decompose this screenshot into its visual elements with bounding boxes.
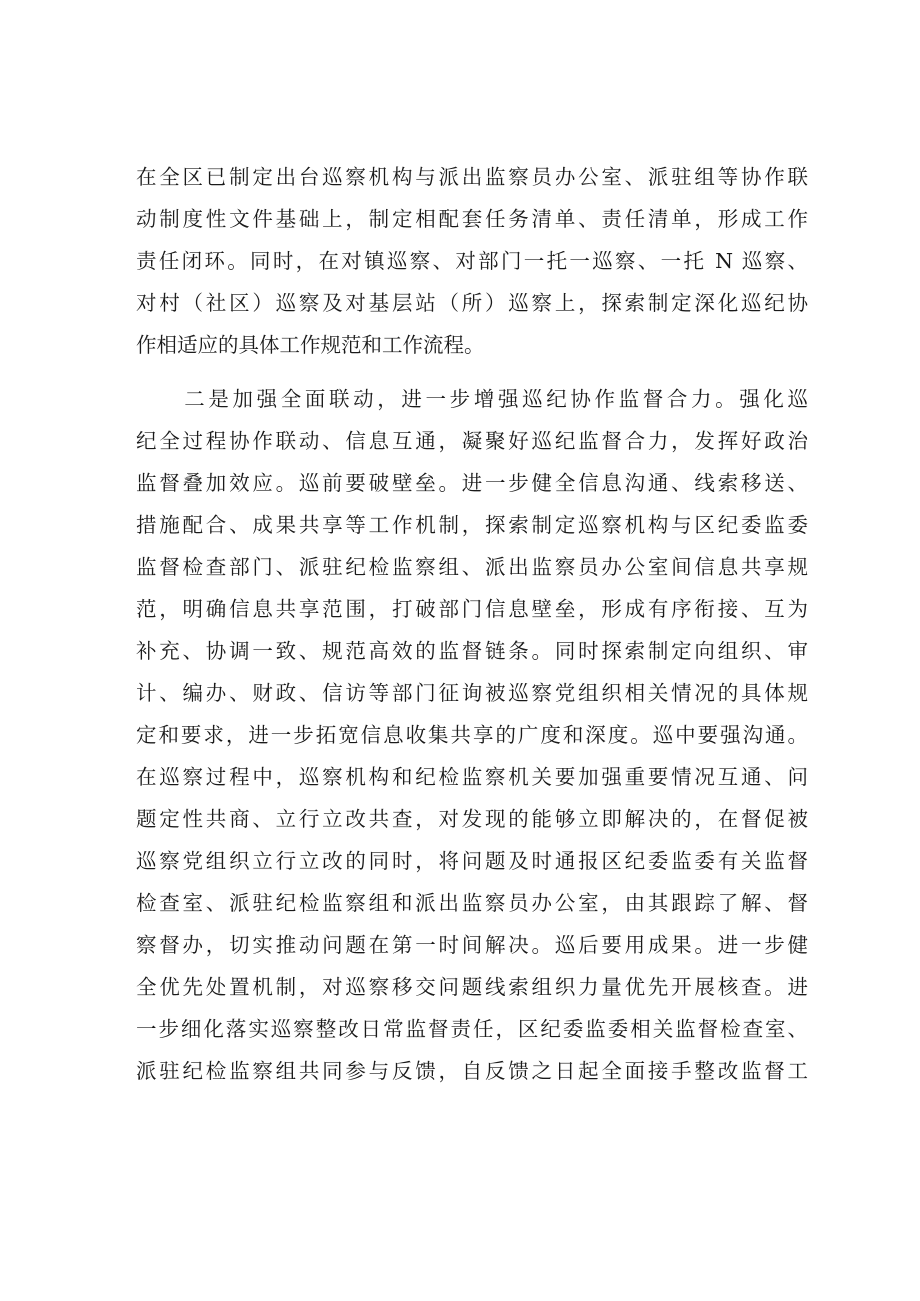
paragraph-2: [136, 378, 808, 1092]
text-line: 责任闭环。同时，在对镇巡察、对部门一托一巡察、一托 N 巡察、: [136, 249, 808, 273]
paragraph-1: [136, 156, 808, 366]
text-line: 在巡察过程中，巡察机构和纪检监察机关要加强重要情况互通、问: [136, 765, 808, 789]
text-line: 监督叠加效应。巡前要破壁垒。进一步健全信息沟通、线索移送、: [136, 471, 808, 495]
text-line: 对村（社区）巡察及对基层站（所）巡察上，探索制定深化巡纪协: [136, 291, 808, 315]
text-line: 纪全过程协作联动、信息互通，凝聚好巡纪监督合力，发挥好政治: [136, 429, 808, 453]
text-line: 检查室、派驻纪检监察组和派出监察员办公室，由其跟踪了解、督: [136, 891, 808, 915]
text-line: 定和要求，进一步拓宽信息收集共享的广度和深度。巡中要强沟通。: [136, 723, 808, 747]
text-line: 察督办，切实推动问题在第一时间解决。巡后要用成果。进一步健: [136, 933, 808, 957]
text-line: 计、编办、财政、信访等部门征询被巡察党组织相关情况的具体规: [136, 681, 808, 705]
text-line: 范，明确信息共享范围，打破部门信息壁垒，形成有序衔接、互为: [136, 597, 808, 621]
text-line: 派驻纪检监察组共同参与反馈，自反馈之日起全面接手整改监督工: [136, 1059, 808, 1083]
text-line: 一步细化落实巡察整改日常监督责任，区纪委监委相关监督检查室、: [136, 1017, 808, 1041]
text-line: 补充、协调一致、规范高效的监督链条。同时探索制定向组织、审: [136, 639, 808, 663]
text-line: 作相适应的具体工作规范和工作流程。: [136, 333, 485, 357]
paragraph-spacer: [136, 366, 808, 378]
text-line: 监督检查部门、派驻纪检监察组、派出监察员办公室间信息共享规: [136, 555, 808, 579]
text-line: 巡察党组织立行立改的同时，将问题及时通报区纪委监委有关监督: [136, 849, 808, 873]
text-line: 二是加强全面联动，进一步增强巡纪协作监督合力。强化巡: [136, 387, 808, 411]
text-line: 在全区已制定出台巡察机构与派出监察员办公室、派驻组等协作联: [136, 165, 808, 189]
text-line: 措施配合、成果共享等工作机制，探索制定巡察机构与区纪委监委: [136, 513, 808, 537]
text-line: 题定性共商、立行立改共查，对发现的能够立即解决的，在督促被: [136, 807, 808, 831]
document-body: [136, 156, 808, 1092]
text-line: 动制度性文件基础上，制定相配套任务清单、责任清单，形成工作: [136, 207, 808, 231]
text-line: 全优先处置机制，对巡察移交问题线索组织力量优先开展核查。进: [136, 975, 808, 999]
